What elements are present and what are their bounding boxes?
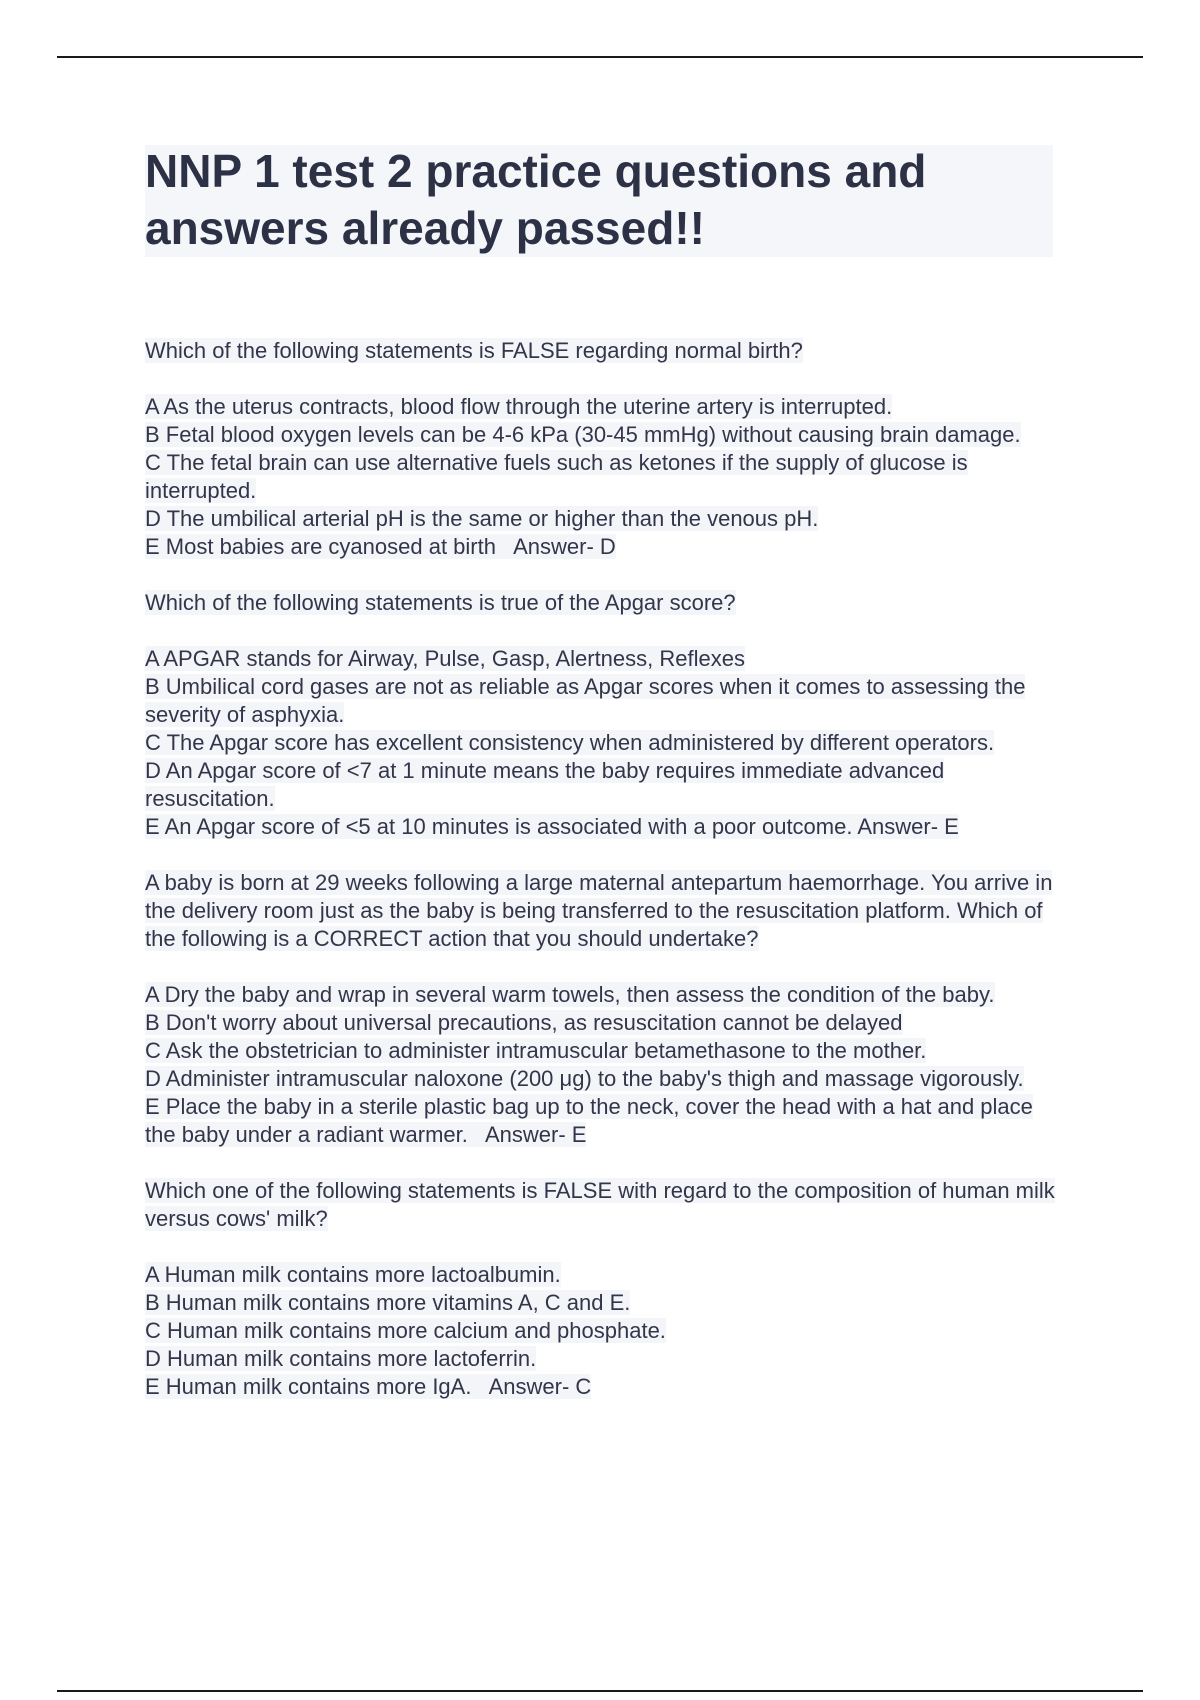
question-text-line: Which one of the following statements is FALSE with regard to the composition of human milk versus cows' milk?: [145, 1178, 1055, 1231]
option-d: D The umbilical arterial pH is the same or higher than the venous pH.: [145, 506, 819, 531]
option-c: C The Apgar score has excellent consistency when administered by different operators.: [145, 730, 995, 755]
option-d: D An Apgar score of <7 at 1 minute means the baby requires immediate advanced resuscitation.: [145, 758, 945, 811]
question-block-2: [145, 589, 1060, 841]
option-d: D Human milk contains more lactoferrin.: [145, 1346, 537, 1371]
option-b: B Fetal blood oxygen levels can be 4-6 kPa (30-45 mmHg) without causing brain damage.: [145, 422, 1021, 447]
question-block-3: [145, 869, 1060, 1149]
question-text-line: Which of the following statements is true of the Apgar score?: [145, 590, 736, 615]
option-c: C Human milk contains more calcium and phosphate.: [145, 1318, 666, 1343]
question-text-line: Which of the following statements is FALSE regarding normal birth?: [145, 338, 803, 363]
question-text: [145, 337, 1060, 365]
answer-text: Answer- D: [495, 534, 616, 559]
question-text: [145, 869, 1060, 953]
option-d: D Administer intramuscular naloxone (200 μg) to the baby's thigh and massage vigorously.: [145, 1066, 1024, 1091]
title-block: [145, 145, 1053, 257]
question-text: [145, 1177, 1060, 1233]
question-block-4: [145, 1177, 1060, 1401]
option-list: [145, 393, 1060, 561]
option-e: E Human milk contains more IgA. Answer- C: [145, 1374, 592, 1399]
option-c: C The fetal brain can use alternative fuels such as ketones if the supply of glucose is interrupted.: [145, 450, 968, 503]
page-title: NNP 1 test 2 practice questions and answers already passed!!: [145, 145, 927, 254]
option-e: E Place the baby in a sterile plastic bag up to the neck, cover the head with a hat and place the baby under a radiant warmer. Answer- E: [145, 1094, 1033, 1147]
option-a: A Dry the baby and wrap in several warm towels, then assess the condition of the baby.: [145, 982, 995, 1007]
header-rule: [57, 56, 1143, 58]
answer-text: Answer- E: [852, 814, 959, 839]
answer-text: Answer- C: [471, 1374, 592, 1399]
footer-rule: [57, 1690, 1143, 1692]
option-list: [145, 645, 1060, 841]
option-list: [145, 1261, 1060, 1401]
option-e: E An Apgar score of <5 at 10 minutes is associated with a poor outcome. Answer- E: [145, 814, 959, 839]
option-b: B Umbilical cord gases are not as reliable as Apgar scores when it comes to assessing the severity of asphyxia.: [145, 674, 1026, 727]
option-a: A APGAR stands for Airway, Pulse, Gasp, Alertness, Reflexes: [145, 646, 745, 671]
option-b: B Human milk contains more vitamins A, C and E.: [145, 1290, 631, 1315]
question-text-line: A baby is born at 29 weeks following a large maternal antepartum haemorrhage. You arrive in the delivery room just as the baby is being transferred to the resuscitation platform. Which of the following is a CORRECT action that you should undertake?: [145, 870, 1053, 951]
option-b: B Don't worry about universal precautions, as resuscitation cannot be delayed: [145, 1010, 903, 1035]
option-a: A As the uterus contracts, blood flow through the uterine artery is interrupted.: [145, 394, 893, 419]
question-list: [145, 337, 1060, 1429]
option-a: A Human milk contains more lactoalbumin.: [145, 1262, 561, 1287]
option-e: E Most babies are cyanosed at birth Answer- D: [145, 534, 616, 559]
option-list: [145, 981, 1060, 1149]
question-text: [145, 589, 1060, 617]
option-c: C Ask the obstetrician to administer intramuscular betamethasone to the mother.: [145, 1038, 927, 1063]
answer-text: Answer- E: [467, 1122, 587, 1147]
question-block-1: [145, 337, 1060, 561]
